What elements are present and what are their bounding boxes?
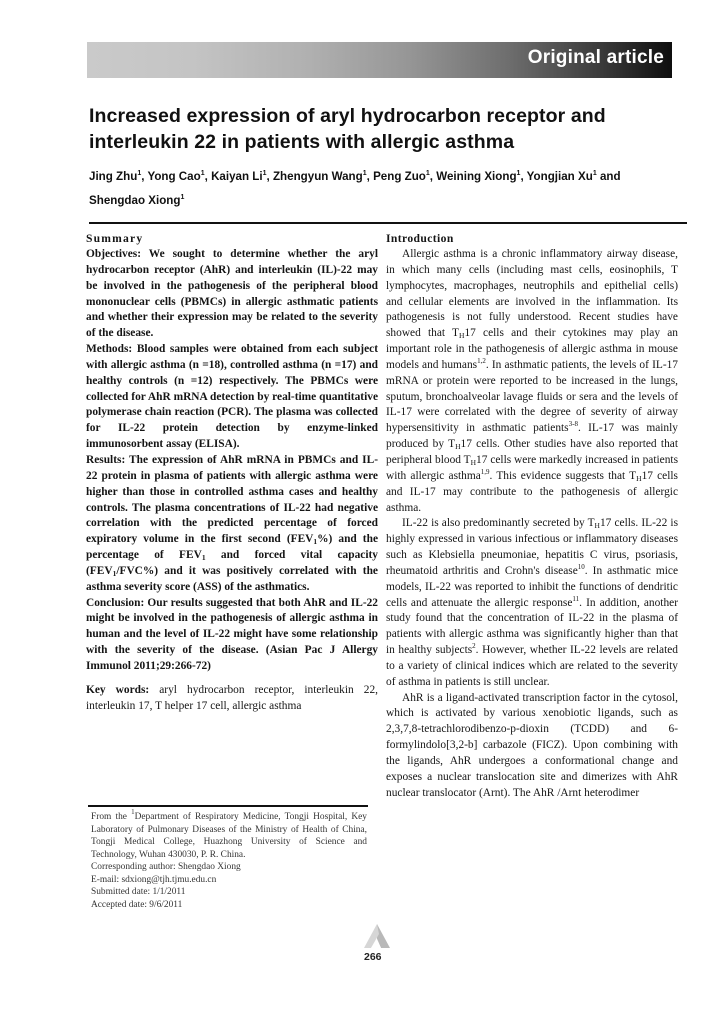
article-type-banner bbox=[87, 42, 672, 78]
author: Shengdao Xiong$^1$ bbox=[89, 194, 185, 207]
introduction-heading: Introduction bbox=[386, 232, 454, 245]
corresponding-author: Corresponding author: Shengdao Xiong bbox=[91, 862, 241, 872]
email-address[interactable]: E-mail: sdxiong@tjh.tjmu.edu.cn bbox=[91, 874, 217, 885]
page-number: 266 bbox=[364, 951, 382, 963]
article-type-label: Original article bbox=[527, 47, 664, 68]
affiliation-text: From the $^1$Department of Respiratory Medicine, Tongji Hospital, Key Laboratory of Pulmonary Diseases of the Ministry of Health of China, Tongji Medical College, Huazhong University of Science and Technology, Wuhan 430030, P. R. China. bbox=[91, 808, 367, 860]
author: Zhengyun Wang$^1$ bbox=[272, 170, 367, 183]
authors-conjunction: and bbox=[599, 170, 621, 183]
results-paragraph: Results: The expression of AhR mRNA in PBMCs and IL-22 protein in plasma of patients with allergic asthma were higher than those in controlled asthma cases and healthy controls. The plasma concentrations of IL-22 had negative correlation with the predicted percentage of forced expiratory volume in the first second $(FEV_1\%)$ and the percentage of $FEV_1$ and forced vital capacity $(FEV_1/FVC\%)$ and it was positively correlated with the asthma severity score (ASS) of the asthmatics. bbox=[86, 453, 378, 593]
conclusion-paragraph: Conclusion: Our results suggested that both AhR and IL-22 might be involved in the pathogenesis of allergic asthma in human and the level of IL-22 might have some relationship with the severity of the disease. (Asian Pac J Allergy Immunol 2011;29:266-72) bbox=[86, 596, 378, 672]
author: Jing Zhu$^1$ bbox=[89, 170, 142, 183]
intro-paragraph-3: AhR is a ligand-activated transcription factor in the cytosol, which is activated by various xenobiotic ligands, such as 2,3,7,8-tetrachlorodibenzo-p-dioxin (TCDD) and 6-formylindolo[3,2-b] carbazole (FICZ). Upon combining with the ligands, AhR undergoes a conformational change and exposes a nuclear translocation site and dimerizes with AhR nuclear translocator (Arnt). The AhR /Arnt heterodimer bbox=[386, 691, 678, 799]
author: Kaiyan Li$^1$ bbox=[211, 170, 267, 183]
publisher-triangle-logo-icon bbox=[362, 923, 392, 949]
author: Weining Xiong$^1$ bbox=[436, 170, 521, 183]
article-title-line-2: interleukin 22 in patients with allergic asthma bbox=[89, 131, 515, 153]
author: Peng Zuo$^1$ bbox=[373, 170, 430, 183]
author: Yong Cao$^1$ bbox=[147, 170, 205, 183]
header-divider bbox=[89, 222, 687, 224]
author: Yongjian Xu$^1$ bbox=[526, 170, 597, 183]
article-title-line-1: Increased expression of aryl hydrocarbon receptor and bbox=[89, 105, 606, 127]
objectives-paragraph: Objectives: We sought to determine whether the aryl hydrocarbon receptor (AhR) and interleukin (IL)-22 may be involved in the pathogenesis of the peripheral blood mononuclear cells (PBMCs) in allergic asthmatic patients and whether their expression may be related to the severity of the disease. bbox=[86, 248, 378, 340]
summary-section bbox=[86, 231, 378, 714]
author-list: Jing Zhu$^1$, Yong Cao$^1$, Kaiyan Li$^1$, Zhengyun Wang$^1$, Peng Zuo$^1$, Weining Xiong$^1$, Yongjian Xu$^1$ and Shengdao Xiong$^1$ bbox=[89, 170, 621, 207]
affiliation-footnote bbox=[91, 808, 367, 911]
keywords-paragraph: Key words: aryl hydrocarbon receptor, interleukin 22, interleukin 17, T helper 17 cell, allergic asthma bbox=[86, 683, 379, 712]
footnote-divider bbox=[88, 805, 368, 807]
accepted-date: Accepted date: 9/6/2011 bbox=[91, 899, 183, 910]
summary-heading: Summary bbox=[86, 232, 144, 245]
methods-paragraph: Methods: Blood samples were obtained from each subject with allergic asthma (n =18), controlled asthma (n =17) and healthy controls (n =12) respectively. The PBMCs were collected for AhR mRNA detection by real-time quantitative polymerase chain reaction (PCR). The plasma was collected for IL-22 protein detection by enzyme-linked immunosorbent assay (ELISA). bbox=[86, 343, 378, 451]
intro-paragraph-1: Allergic asthma is a chronic inflammatory airway disease, in which many cells (including mast cells, eosinophils, T lymphocytes, macrophages, neutrophils and epithelial cells) and cellular elements are involved in the inflammation. Its pathogenesis is not fully understood. Recent studies have showed that $T_H17$ cells and their cytokines may play an important role in the pathogenesis of allergic asthma in mouse models and humans$^{1,2}$. In asthmatic patients, the levels of IL-17 mRNA or protein were reported to be increased in the lungs, sputum, bronchoalveolar lavage fluids or sera and the levels of IL-17 were correlated with the degree of severity of airway hypersensitivity in asthmatic patients$^{3-8}$. IL-17 was mainly produced by $T_H17$ cells. Other studies have also reported that peripheral blood $T_H17$ cells were markedly increased in patients with allergic asthma$^{1,9}$. This evidence suggests that $T_H17$ cells and IL-17 may contribute to the pathogenesis of allergic asthma. bbox=[386, 248, 678, 514]
introduction-section bbox=[386, 231, 678, 802]
article-title bbox=[89, 103, 689, 155]
intro-paragraph-2: IL-22 is also predominantly secreted by $T_H17$ cells. IL-22 is highly expressed in various infectious or inflammatory diseases such as Klebsiella pneumoniae, hepatitis C virus, psoriasis, rheumatoid arthritis and Crohn's disease$^{10}$. In asthmatic mice models, IL-22 was reported to inhibit the functions of dendritic cells and attenuate the allergic response$^{11}$. In addition, another study found that the concentration of IL-22 in the plasma of patients with allergic asthma was significantly higher than that in healthy subjects$^2$. However, whether IL-22 levels are related to a variety of clinical indices which are related to the severity of asthma in patients is still unclear. bbox=[386, 517, 679, 688]
submitted-date: Submitted date: 1/1/2011 bbox=[91, 887, 186, 897]
